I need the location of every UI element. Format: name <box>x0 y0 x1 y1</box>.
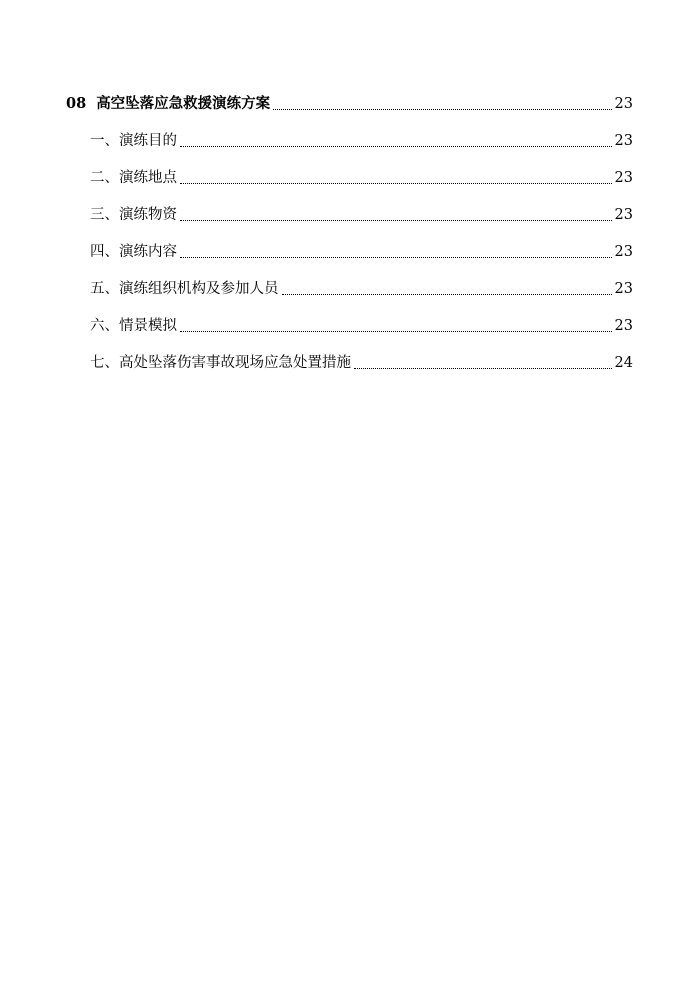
toc-section-entry[interactable] <box>66 225 633 262</box>
toc-dot-leader <box>282 294 612 295</box>
toc-chapter-entry[interactable] <box>66 90 633 114</box>
toc-section-entry[interactable] <box>66 188 633 225</box>
toc-page-number: 23 <box>614 244 633 260</box>
toc-section-label: 三、演练物资 <box>90 207 177 223</box>
toc-page-number: 23 <box>614 207 633 223</box>
toc-page-number: 23 <box>614 318 633 334</box>
toc-chapter-title: 高空坠落应急救援演练方案 <box>96 95 271 112</box>
table-of-contents <box>66 90 633 373</box>
toc-section-entry[interactable] <box>66 262 633 299</box>
toc-dot-leader <box>273 109 611 110</box>
toc-section-label: 七、高处坠落伤害事故现场应急处置措施 <box>90 355 351 371</box>
toc-page-number: 23 <box>614 133 633 149</box>
toc-chapter-number: 08 <box>66 95 87 112</box>
toc-page-number: 23 <box>614 170 633 186</box>
toc-section-label: 四、演练内容 <box>90 244 177 260</box>
toc-section-label: 六、情景模拟 <box>90 318 177 334</box>
toc-dot-leader <box>180 146 612 147</box>
toc-page-number: 23 <box>614 281 633 297</box>
toc-section-entry[interactable] <box>66 299 633 336</box>
toc-section-entry[interactable] <box>66 114 633 151</box>
toc-dot-leader <box>354 368 612 369</box>
toc-page-number: 24 <box>614 355 633 371</box>
toc-dot-leader <box>180 183 612 184</box>
toc-section-label: 一、演练目的 <box>90 133 177 149</box>
toc-section-entry[interactable] <box>66 151 633 188</box>
toc-dot-leader <box>180 257 612 258</box>
toc-chapter-label <box>66 94 270 114</box>
toc-dot-leader <box>180 331 612 332</box>
toc-dot-leader <box>180 220 612 221</box>
toc-section-entry[interactable] <box>66 336 633 373</box>
toc-page-number: 23 <box>614 96 633 112</box>
toc-section-label: 五、演练组织机构及参加人员 <box>90 281 279 297</box>
toc-section-label: 二、演练地点 <box>90 170 177 186</box>
